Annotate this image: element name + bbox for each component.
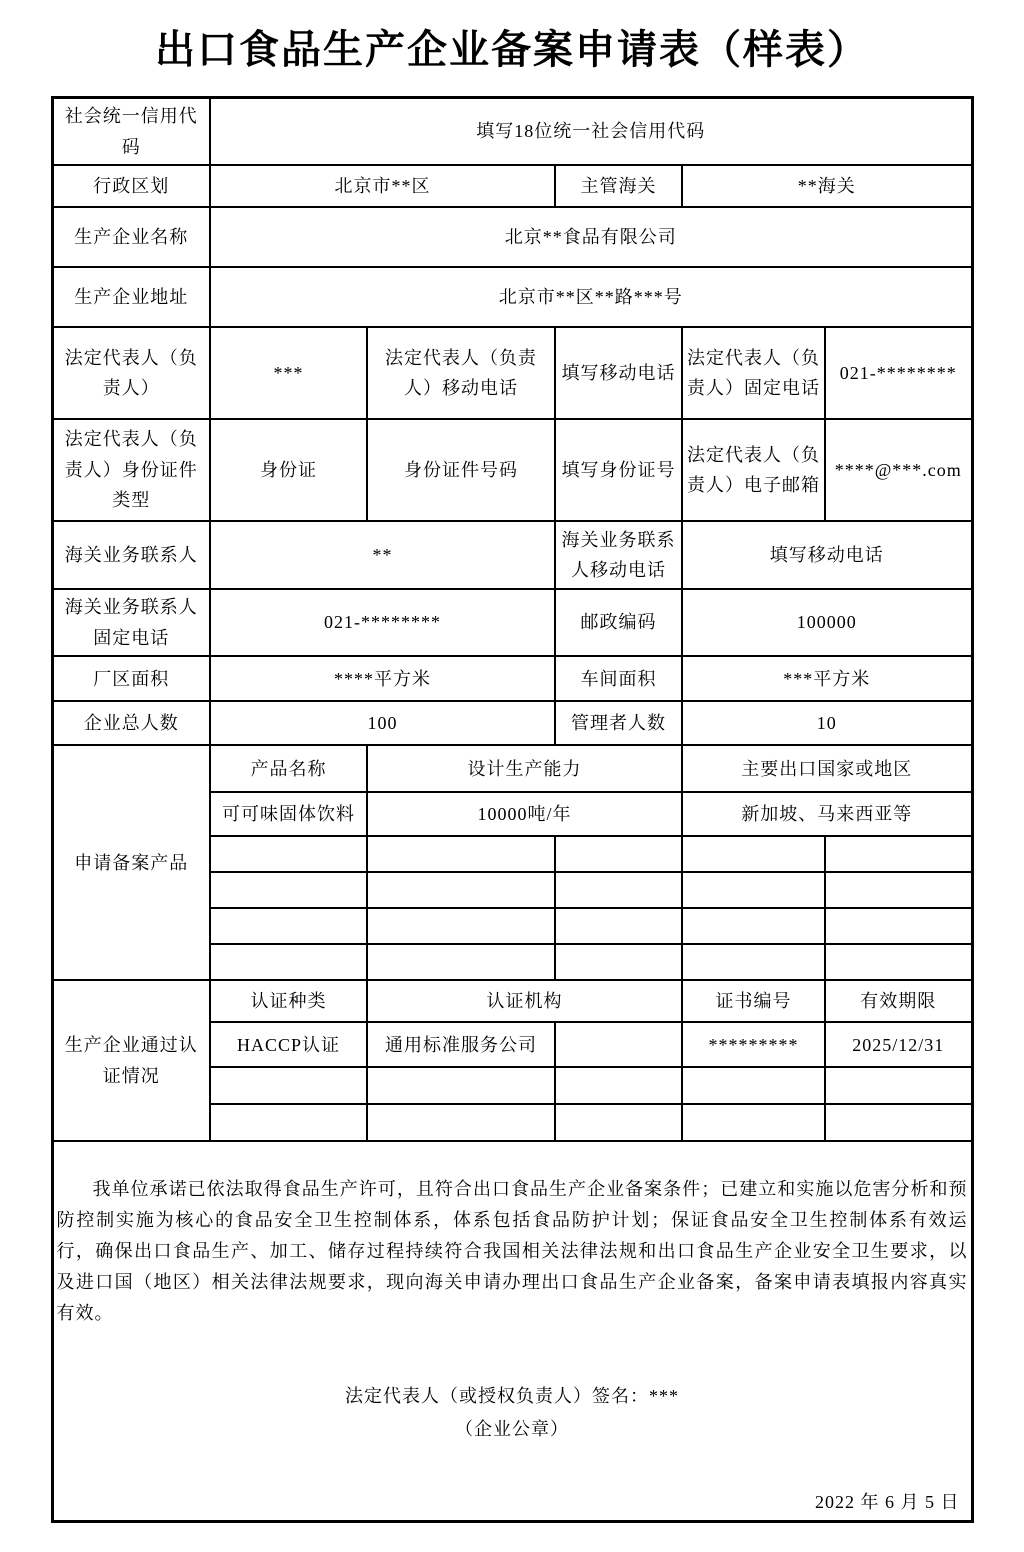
signature-line: 法定代表人（或授权负责人）签名：***: [345, 1386, 679, 1407]
field-value-legal-rep-phone: 021-********: [825, 327, 972, 419]
row-company-address: [52, 267, 972, 327]
empty-cell: [825, 872, 972, 908]
empty-cell: [825, 836, 972, 872]
field-value-managers: 10: [682, 701, 972, 745]
empty-cell: [210, 908, 367, 944]
field-value-postal-code: 100000: [682, 589, 972, 656]
empty-cell: [555, 944, 682, 980]
empty-cell: [682, 1104, 825, 1141]
field-label-total-employees: 企业总人数: [52, 701, 210, 745]
field-label-customs: 主管海关: [555, 165, 682, 207]
certification-validity: 2025/12/31: [825, 1022, 972, 1067]
field-label-uscc: 社会统一信用代码: [52, 98, 210, 166]
field-label-legal-rep: 法定代表人（负责人）: [52, 327, 210, 419]
field-value-customs-contact-phone: 021-********: [210, 589, 555, 656]
row-products-header: [52, 745, 972, 792]
empty-cell: [682, 872, 825, 908]
declaration-cell: [52, 1141, 972, 1522]
field-label-region: 行政区划: [52, 165, 210, 207]
empty-cell: [682, 944, 825, 980]
field-label-workshop-area: 车间面积: [555, 656, 682, 701]
row-contact-phone: [52, 589, 972, 656]
field-value-workshop-area: ***平方米: [682, 656, 972, 701]
empty-cell: [682, 908, 825, 944]
field-value-total-employees: 100: [210, 701, 555, 745]
field-label-company-name: 生产企业名称: [52, 207, 210, 267]
field-value-company-name: 北京**食品有限公司: [210, 207, 972, 267]
row-certifications-header: [52, 980, 972, 1022]
declaration-text: 我单位承诺已依法取得食品生产许可，且符合出口食品生产企业备案条件；已建立和实施以危害分析和预防控制实施为核心的食品安全卫生控制体系，体系包括食品防护计划；保证食品安全卫生控制体系有效运行，确保出口食品生产、加工、储存过程持续符合我国相关法律法规和出口食品生产企业安全卫生要求，以及进口国（地区）相关法律法规要求，现向海关申请办理出口食品生产企业备案，备案申请表填报内容真实有效。: [56, 1179, 968, 1324]
row-uscc: [52, 98, 972, 166]
empty-cell: [825, 908, 972, 944]
field-value-company-address: 北京市**区**路***号: [210, 267, 972, 327]
row-id-info: [52, 419, 972, 521]
certification-agency: 通用标准服务公司: [367, 1022, 555, 1067]
field-label-legal-rep-phone: 法定代表人（负责人）固定电话: [682, 327, 825, 419]
empty-cell: [555, 908, 682, 944]
field-value-customs-contact-mobile: 填写移动电话: [682, 521, 972, 589]
empty-cell: [555, 1067, 682, 1104]
certifications-header-type: 认证种类: [210, 980, 367, 1022]
products-header-capacity: 设计生产能力: [367, 745, 682, 792]
empty-cell: [555, 1104, 682, 1141]
row-legal-rep: [52, 327, 972, 419]
field-label-id-number: 身份证件号码: [367, 419, 555, 521]
products-header-export-regions: 主要出口国家或地区: [682, 745, 972, 792]
date-line: 2022 年 6 月 5 日: [815, 1492, 960, 1513]
field-value-id-type: 身份证: [210, 419, 367, 521]
empty-cell: [210, 1104, 367, 1141]
field-label-postal-code: 邮政编码: [555, 589, 682, 656]
field-label-customs-contact-mobile: 海关业务联系人移动电话: [555, 521, 682, 589]
empty-cell: [210, 836, 367, 872]
application-form-table: [51, 96, 974, 1523]
field-label-factory-area: 厂区面积: [52, 656, 210, 701]
product-capacity: 10000吨/年: [367, 792, 682, 836]
empty-cell: [555, 872, 682, 908]
empty-cell: [367, 1104, 555, 1141]
field-value-customs: **海关: [682, 165, 972, 207]
empty-cell: [555, 836, 682, 872]
empty-cell: [367, 1067, 555, 1104]
certifications-header-cert-number: 证书编号: [682, 980, 825, 1022]
company-seal-line: （企业公章）: [455, 1419, 569, 1440]
empty-cell: [210, 1067, 367, 1104]
field-label-id-type: 法定代表人（负责人）身份证件类型: [52, 419, 210, 521]
row-company-name: [52, 207, 972, 267]
row-region: [52, 165, 972, 207]
certifications-header-agency: 认证机构: [367, 980, 682, 1022]
empty-cell: [210, 872, 367, 908]
product-name: 可可味固体饮料: [210, 792, 367, 836]
field-label-managers: 管理者人数: [555, 701, 682, 745]
empty-cell: [682, 1067, 825, 1104]
empty-cell: [367, 836, 555, 872]
field-label-company-address: 生产企业地址: [52, 267, 210, 327]
empty-cell: [555, 1022, 682, 1067]
certification-type: HACCP认证: [210, 1022, 367, 1067]
empty-cell: [367, 944, 555, 980]
row-staff-counts: [52, 701, 972, 745]
certifications-header-validity: 有效期限: [825, 980, 972, 1022]
empty-cell: [682, 836, 825, 872]
empty-cell: [367, 872, 555, 908]
certifications-section-label: 生产企业通过认证情况: [52, 980, 210, 1141]
empty-cell: [825, 1067, 972, 1104]
row-areas: [52, 656, 972, 701]
empty-cell: [367, 908, 555, 944]
products-header-name: 产品名称: [210, 745, 367, 792]
field-value-id-number: 填写身份证号: [555, 419, 682, 521]
field-value-uscc: 填写18位统一社会信用代码: [210, 98, 972, 166]
field-value-customs-contact: **: [210, 521, 555, 589]
field-value-legal-rep-mobile: 填写移动电话: [555, 327, 682, 419]
product-export-regions: 新加坡、马来西亚等: [682, 792, 972, 836]
field-value-factory-area: ****平方米: [210, 656, 555, 701]
field-label-customs-contact: 海关业务联系人: [52, 521, 210, 589]
empty-cell: [825, 1104, 972, 1141]
field-label-customs-contact-phone: 海关业务联系人固定电话: [52, 589, 210, 656]
row-customs-contact: [52, 521, 972, 589]
page-title: 出口食品生产企业备案申请表（样表）: [155, 27, 869, 72]
field-value-region: 北京市**区: [210, 165, 555, 207]
field-label-legal-rep-mobile: 法定代表人（负责人）移动电话: [367, 327, 555, 419]
field-label-email: 法定代表人（负责人）电子邮箱: [682, 419, 825, 521]
empty-cell: [825, 944, 972, 980]
field-value-email: ****@***.com: [825, 419, 972, 521]
certification-cert-number: *********: [682, 1022, 825, 1067]
empty-cell: [210, 944, 367, 980]
field-value-legal-rep: ***: [210, 327, 367, 419]
products-section-label: 申请备案产品: [52, 745, 210, 980]
row-declaration: [52, 1141, 972, 1522]
